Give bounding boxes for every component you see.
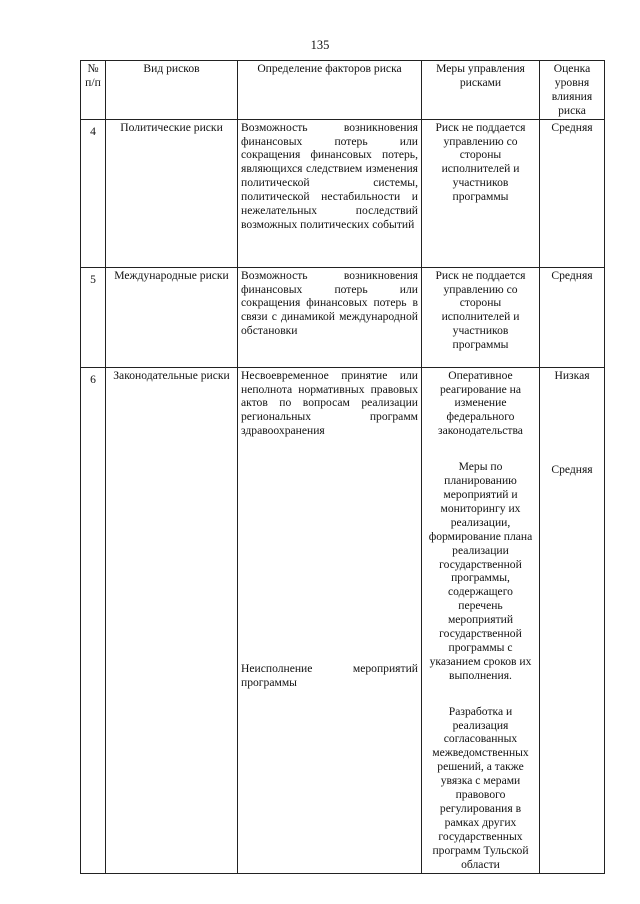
header-risk-rating: Оценка уровня влияния риска: [540, 61, 605, 120]
risk-type: Законодательные риски: [106, 367, 238, 873]
risk-type: Политические риски: [106, 119, 238, 267]
risk-measures-cell: [422, 367, 540, 873]
risk-measures: Оперативное реагирование на изменение федерального законодательства: [438, 368, 523, 438]
risk-rating: Средняя: [551, 462, 593, 476]
risk-type: Международные риски: [106, 267, 238, 367]
table-row: [81, 267, 605, 367]
page-number: 135: [310, 38, 330, 52]
row-num: 6: [81, 367, 106, 873]
risk-measures: Риск не поддается управлению со стороны исполнителей и участников программы: [422, 267, 540, 367]
risk-definition: Возможность возникновения финансовых потерь или сокращения финансовых потерь, являющихся следствием изменения политической системы, политической нестабильности и нежелательных последствий возможных политических событий: [238, 119, 422, 267]
table-row: [81, 119, 605, 267]
header-risk-type: Вид рисков: [106, 61, 238, 120]
risk-definition: Несвоевременное принятие или неполнота нормативных правовых актов по вопросам реализации региональных программ здравоохранения: [241, 368, 418, 438]
row-num: 4: [81, 119, 106, 267]
table-row: [81, 367, 605, 873]
header-num: № п/п: [81, 61, 106, 120]
header-risk-measures: Меры управления рисками: [422, 61, 540, 120]
risk-measures: Разработка и реализация согласованных межведомственных решений, а также увязка с мерами правового регулирования в рамках других государственных программ Тульской области: [432, 704, 529, 871]
risk-measures: Меры по планированию мероприятий и мониторингу их реализации, формирование плана реализации государственной программы, содержащего перечень мероприятий государственной программы с указанием сроков их выполнения.: [428, 460, 533, 682]
risk-rating-cell: [540, 367, 605, 873]
risk-definition: Неисполнение мероприятий программы: [241, 662, 418, 690]
risk-table: [80, 60, 605, 874]
risk-rating: Средняя: [540, 267, 605, 367]
risk-rating: Средняя: [540, 119, 605, 267]
row-num: 5: [81, 267, 106, 367]
risk-definition-cell: [238, 367, 422, 873]
header-risk-definition: Определение факторов риска: [238, 61, 422, 120]
risk-measures: Риск не поддается управлению со стороны исполнителей и участников программы: [422, 119, 540, 267]
table-header-row: [81, 61, 605, 120]
risk-rating: Низкая: [554, 368, 590, 382]
risk-definition: Возможность возникновения финансовых потерь или сокращения финансовых потерь в связи с динамикой международной обстановки: [238, 267, 422, 367]
